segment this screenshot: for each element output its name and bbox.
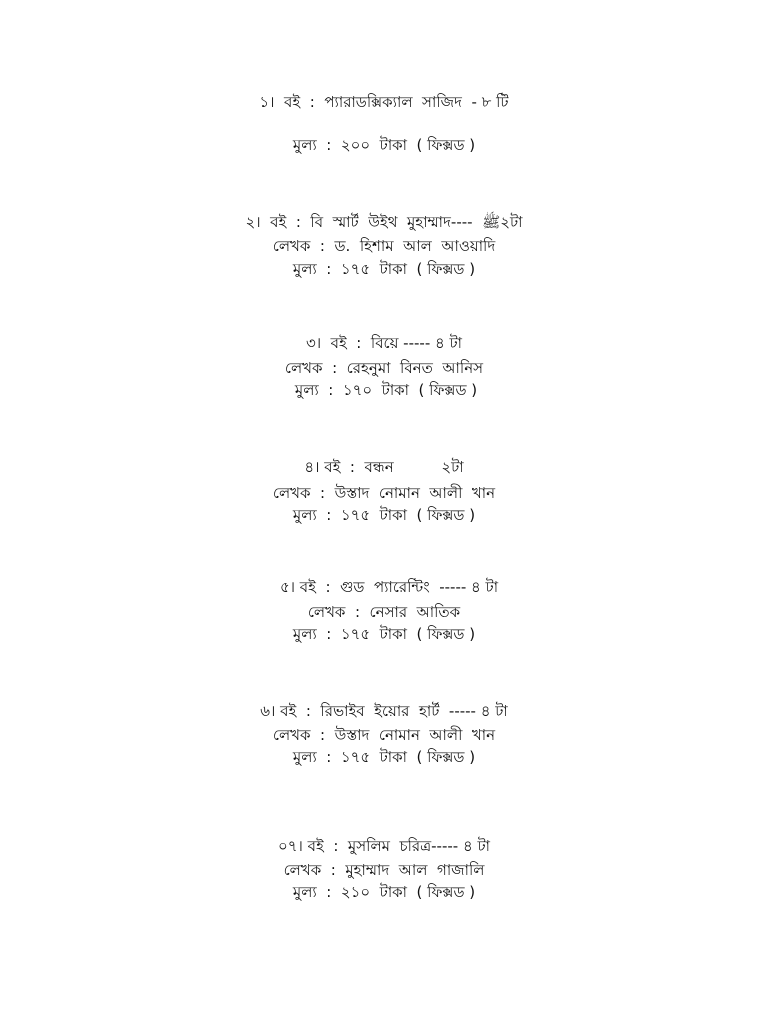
book-3-author: লেখক : রেহনুমা বিনত আনিস xyxy=(284,359,484,377)
book-1-title: ১। বই : প্যারাডক্সিক্যাল সাজিদ - ৮ টি xyxy=(259,93,509,111)
book-5-author: লেখক : নেসার আতিক xyxy=(307,603,461,621)
book-4-author: লেখক : উস্তাদ নোমান আলী খান xyxy=(272,484,496,502)
book-4-title: ৪। বই : বন্ধন ২টা xyxy=(304,458,464,476)
book-3-title: ৩। বই : বিয়ে ----- ৪ টা xyxy=(305,334,463,352)
book-7-price: মুল্য : ২১০ টাকা ( ফিক্সড ) xyxy=(292,883,476,901)
book-4-price: মুল্য : ১৭৫ টাকা ( ফিক্সড ) xyxy=(292,506,476,524)
book-2-title: ২। বই : বি স্মার্ট উইথ মুহাম্মাদ---- ﷺ২টা xyxy=(245,213,523,231)
book-5-title: ৫। বই : গুড প্যারেন্টিং ----- ৪ টা xyxy=(279,578,499,596)
book-6-author: লেখক : উস্তাদ নোমান আলী খান xyxy=(272,726,496,744)
book-3-price: মুল্য : ১৭০ টাকা ( ফিক্সড ) xyxy=(294,381,478,399)
book-2-price: মুল্য : ১৭৫ টাকা ( ফিক্সড ) xyxy=(292,260,476,278)
book-5-price: মুল্য : ১৭৫ টাকা ( ফিক্সড ) xyxy=(292,625,476,643)
book-2-author: লেখক : ড. হিশাম আল আওয়াদি xyxy=(272,237,496,255)
book-6-price: মুল্য : ১৭৫ টাকা ( ফিক্সড ) xyxy=(292,748,476,766)
book-6-title: ৬। বই : রিভাইব ইয়োর হার্ট ----- ৪ টা xyxy=(260,702,508,720)
book-7-author: লেখক : মুহাম্মাদ আল গাজালি xyxy=(283,861,485,879)
book-1-price: মুল্য : ২০০ টাকা ( ফিক্সড ) xyxy=(292,136,476,154)
book-7-title: ০৭। বই : মুসলিম চরিত্র----- ৪ টা xyxy=(278,837,490,855)
